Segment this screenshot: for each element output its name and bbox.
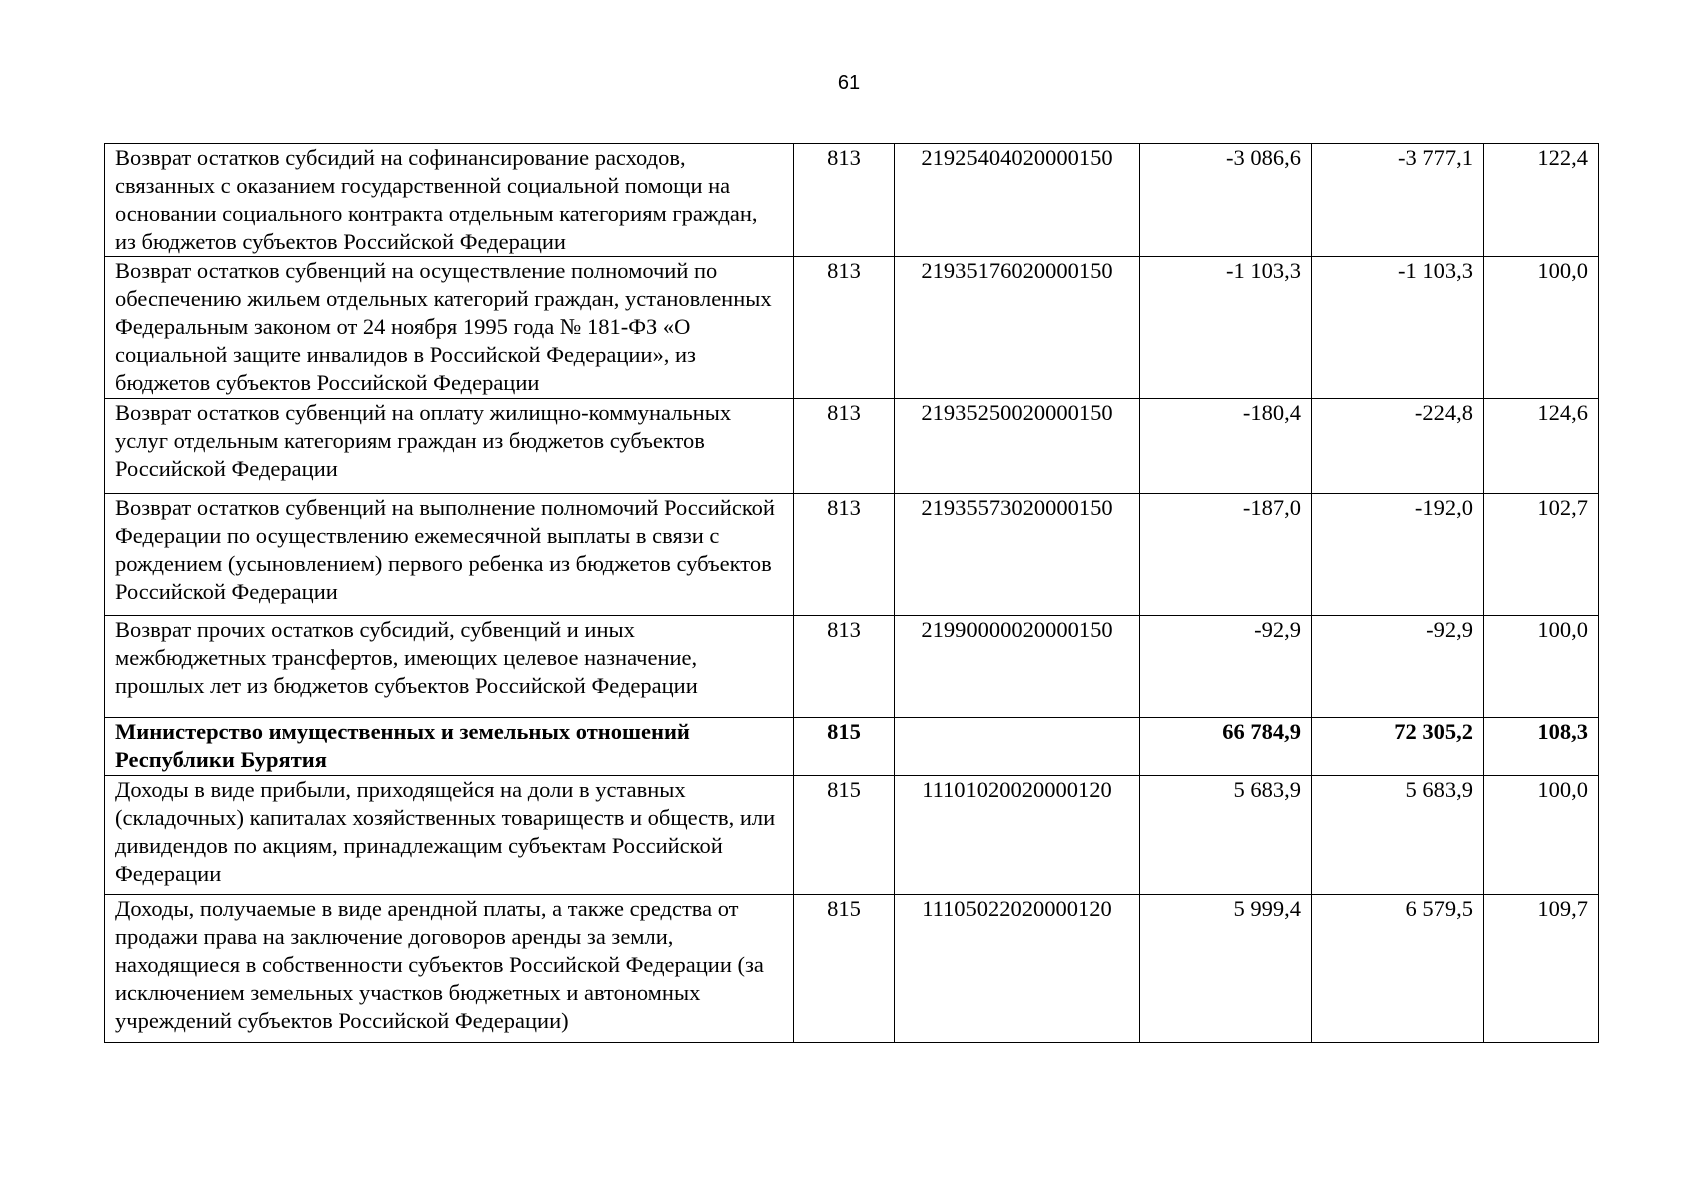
- row-name-cell: Возврат остатков субвенций на оплату жилищно-коммунальных услуг отдельным категориям граждан из бюджетов субъектов Российской Федерации: [105, 399, 794, 494]
- row-admin-cell: 813: [794, 257, 895, 399]
- row-actual-cell: -1 103,3: [1312, 257, 1484, 399]
- row-plan-cell: 5 683,9: [1140, 776, 1312, 895]
- row-code-cell: 21935573020000150: [895, 494, 1140, 616]
- row-percent-cell: 100,0: [1484, 257, 1599, 399]
- table-row: [105, 494, 1599, 616]
- row-admin-cell: 815: [794, 895, 895, 1043]
- row-percent-cell: 124,6: [1484, 399, 1599, 494]
- row-plan-cell: 66 784,9: [1140, 718, 1312, 776]
- row-code-cell: 11105022020000120: [895, 895, 1140, 1043]
- row-name-cell: Возврат остатков субсидий на софинансирование расходов, связанных с оказанием государственной социальной помощи на основании социального контракта отдельным категориям граждан, из бюджетов субъектов Российской Федерации: [105, 144, 794, 257]
- table-row: [105, 144, 1599, 257]
- row-admin-cell: 813: [794, 399, 895, 494]
- row-name-cell: Возврат остатков субвенций на выполнение полномочий Российской Федерации по осуществлению ежемесячной выплаты в связи с рождением (усыновлением) первого ребенка из бюджетов субъектов Российской Федерации: [105, 494, 794, 616]
- row-name-cell: Возврат остатков субвенций на осуществление полномочий по обеспечению жильем отдельных категорий граждан, установленных Федеральным законом от 24 ноября 1995 года № 181-ФЗ «О социальной защите инвалидов в Российской Федерации», из бюджетов субъектов Российской Федерации: [105, 257, 794, 399]
- row-admin-cell: 815: [794, 718, 895, 776]
- row-percent-cell: 100,0: [1484, 616, 1599, 718]
- row-name-cell: Доходы, получаемые в виде арендной платы, а также средства от продажи права на заключение договоров аренды за земли, находящиеся в собственности субъектов Российской Федерации (за исключением земельных участков бюджетных и автономных учреждений субъектов Российской Федерации): [105, 895, 794, 1043]
- row-plan-cell: -1 103,3: [1140, 257, 1312, 399]
- row-code-cell: 11101020020000120: [895, 776, 1140, 895]
- row-admin-cell: 815: [794, 776, 895, 895]
- row-actual-cell: 5 683,9: [1312, 776, 1484, 895]
- row-actual-cell: -92,9: [1312, 616, 1484, 718]
- row-actual-cell: 6 579,5: [1312, 895, 1484, 1043]
- row-percent-cell: 122,4: [1484, 144, 1599, 257]
- row-actual-cell: -224,8: [1312, 399, 1484, 494]
- row-plan-cell: -187,0: [1140, 494, 1312, 616]
- row-percent-cell: 100,0: [1484, 776, 1599, 895]
- row-plan-cell: -180,4: [1140, 399, 1312, 494]
- row-code-cell: 21925404020000150: [895, 144, 1140, 257]
- table-row-section-header: [105, 718, 1599, 776]
- row-code-cell: 21990000020000150: [895, 616, 1140, 718]
- table-row: [105, 776, 1599, 895]
- row-actual-cell: -3 777,1: [1312, 144, 1484, 257]
- row-percent-cell: 109,7: [1484, 895, 1599, 1043]
- row-actual-cell: 72 305,2: [1312, 718, 1484, 776]
- row-admin-cell: 813: [794, 494, 895, 616]
- row-name-cell: Министерство имущественных и земельных отношений Республики Бурятия: [105, 718, 794, 776]
- row-name-cell: Возврат прочих остатков субсидий, субвенций и иных межбюджетных трансфертов, имеющих целевое назначение, прошлых лет из бюджетов субъектов Российской Федерации: [105, 616, 794, 718]
- row-plan-cell: 5 999,4: [1140, 895, 1312, 1043]
- row-code-cell: [895, 718, 1140, 776]
- row-admin-cell: 813: [794, 616, 895, 718]
- row-plan-cell: -92,9: [1140, 616, 1312, 718]
- row-plan-cell: -3 086,6: [1140, 144, 1312, 257]
- table-row: [105, 616, 1599, 718]
- table-row: [105, 399, 1599, 494]
- row-percent-cell: 108,3: [1484, 718, 1599, 776]
- table-row: [105, 257, 1599, 399]
- row-percent-cell: 102,7: [1484, 494, 1599, 616]
- row-actual-cell: -192,0: [1312, 494, 1484, 616]
- table-row: [105, 895, 1599, 1043]
- budget-revenue-table: [104, 143, 1599, 1043]
- row-admin-cell: 813: [794, 144, 895, 257]
- row-code-cell: 21935250020000150: [895, 399, 1140, 494]
- page-number: 61: [837, 72, 861, 94]
- row-name-cell: Доходы в виде прибыли, приходящейся на доли в уставных (складочных) капиталах хозяйственных товариществ и обществ, или дивидендов по акциям, принадлежащим субъектам Российской Федерации: [105, 776, 794, 895]
- row-code-cell: 21935176020000150: [895, 257, 1140, 399]
